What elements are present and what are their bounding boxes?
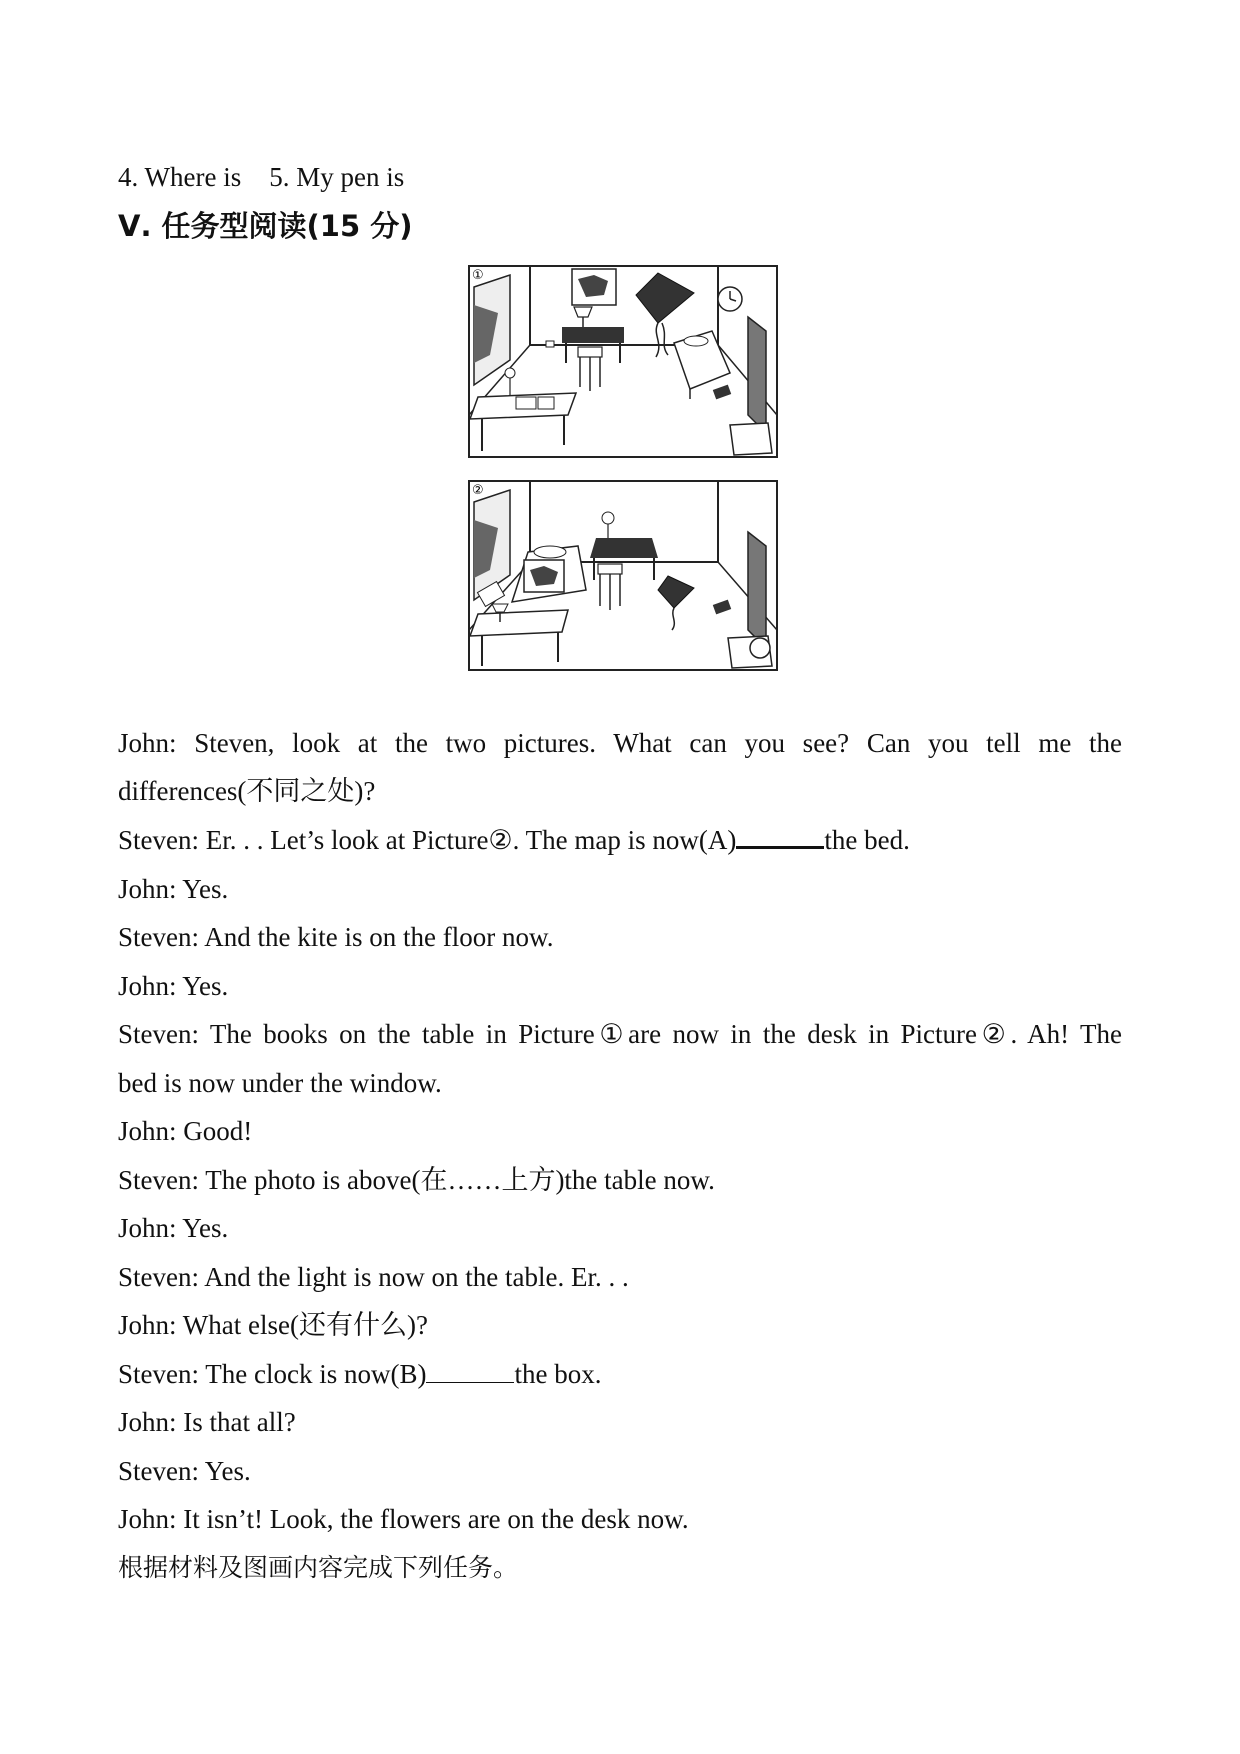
picture-2-label: ② xyxy=(472,483,484,498)
picture-1-label: ① xyxy=(472,268,484,283)
dialogue-line-8: Steven: The photo is above(在……上方)the table now. xyxy=(118,1165,715,1195)
blank-a[interactable] xyxy=(736,824,824,849)
dialogue-line-3: John: Yes. xyxy=(118,874,229,904)
dialogue-line-6b: bed is now under the window. xyxy=(118,1068,442,1098)
item-5-text: 5. My pen is xyxy=(269,162,405,192)
task-instruction: 根据材料及图画内容完成下列任务。 xyxy=(118,1553,519,1582)
dialogue-line-5: John: Yes. xyxy=(118,971,229,1001)
dialogue-line-14: Steven: Yes. xyxy=(118,1456,251,1486)
answer-line-4-5 xyxy=(118,160,1122,194)
dialogue-line-11: John: What else(还有什么)? xyxy=(118,1310,428,1340)
dialogue-line-4: Steven: And the kite is on the floor now. xyxy=(118,922,554,952)
picture-2 xyxy=(468,480,778,671)
dialogue-line-1b: differences(不同之处)? xyxy=(118,776,376,806)
section-heading: Ⅴ. 任务型阅读(15 分) xyxy=(118,209,413,243)
item-4-text: 4. Where is xyxy=(118,162,242,192)
dialogue-line-12 xyxy=(118,1357,1122,1391)
dialogue-line-2-post: the bed. xyxy=(824,825,910,855)
dialogue-line-13: John: Is that all? xyxy=(118,1407,296,1437)
dialogue-line-2 xyxy=(118,823,1122,857)
dialogue-line-7: John: Good! xyxy=(118,1116,253,1146)
blank-b[interactable] xyxy=(426,1360,514,1383)
dialogue-line-15: John: It isn’t! Look, the flowers are on the desk now. xyxy=(118,1504,689,1534)
dialogue-line-6a: Steven: The books on the table in Picture①are now in the desk in Picture②. Ah! The xyxy=(118,1019,1122,1049)
dialogue-line-9: John: Yes. xyxy=(118,1213,229,1243)
dialogue-line-12-post: the box. xyxy=(514,1359,602,1389)
dialogue-line-1a: John: Steven, look at the two pictures. What can you see? Can you tell me the xyxy=(118,728,1122,758)
picture-1 xyxy=(468,265,778,458)
dialogue-line-10: Steven: And the light is now on the table. Er. . . xyxy=(118,1262,629,1292)
dialogue-line-2-pre: Steven: Er. . . Let’s look at Picture②. The map is now(A) xyxy=(118,825,737,855)
dialogue-line-12-pre: Steven: The clock is now(B) xyxy=(118,1359,427,1389)
